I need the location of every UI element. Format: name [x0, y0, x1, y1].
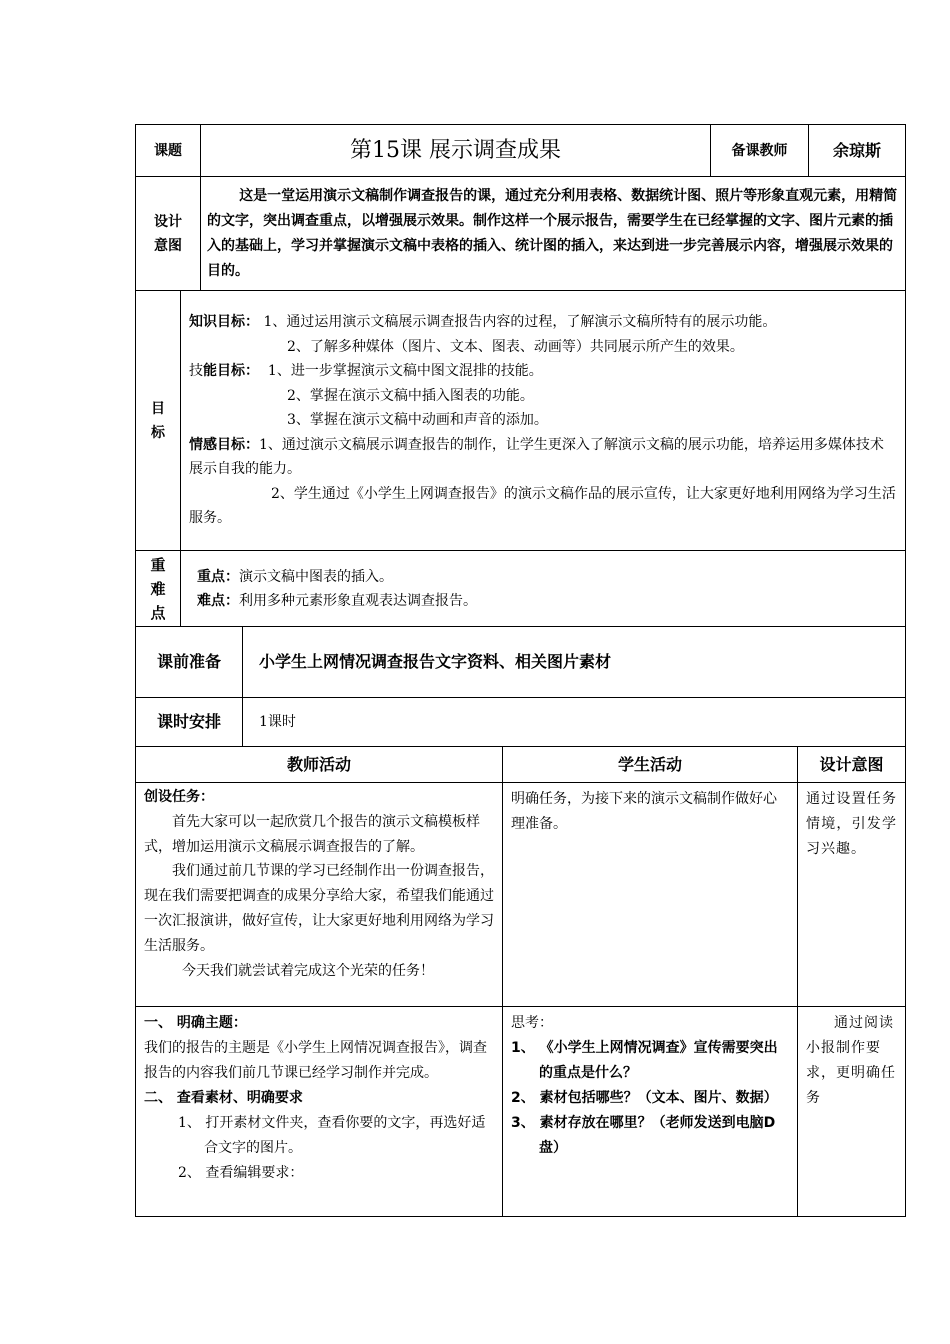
row1-student [503, 783, 798, 1007]
keypoints-content [181, 551, 906, 627]
skill-goal-2: 2、掌握在演示文稿中插入图表的功能。 [287, 387, 534, 404]
row2-teacher-heading2: 二、 查看素材、明确要求 [144, 1090, 303, 1106]
teacher-label: 备课教师 [711, 125, 809, 177]
row1-intent [798, 783, 906, 1007]
difficult-point-label: 难点： [197, 592, 239, 609]
knowledge-goal-label: 知识目标： [189, 314, 259, 331]
prep-label: 课前准备 [136, 627, 243, 698]
keypoints-label-line3: 点 [150, 603, 166, 622]
knowledge-goal-1: 1、通过运用演示文稿展示调查报告内容的过程，了解演示文稿所特有的展示功能。 [263, 314, 777, 331]
row2-teacher [136, 1007, 503, 1217]
goals-content [181, 291, 906, 551]
row1-teacher-p3: 今天我们就尝试着完成这个光荣的任务！ [182, 962, 434, 979]
skill-goal-1: 1、进一步掌握演示文稿中图文混排的技能。 [267, 363, 543, 380]
row2-student [503, 1007, 798, 1217]
row1-intent-text: 通过设置任务情境，引发学习兴趣。 [806, 791, 897, 857]
design-label-line1: 设计 [154, 213, 182, 230]
emotion-goal-label: 情感目标： [189, 436, 259, 453]
emotion-goal-2: 2、学生通过《小学生上网调查报告》的演示文稿作品的展示宣传，让大家更好地利用网络为学习生活服务。 [189, 485, 896, 527]
header-design-intent: 设计意图 [798, 747, 906, 783]
skill-goal-label-a: 技 [189, 363, 203, 380]
row1-teacher-p2: 我们通过前几节课的学习已经制作出一份调查报告，现在我们需要把调查的成果分享给大家，希望我们能通过一次汇报演讲，做好宣传，让大家更好地利用网络为学习生活服务。 [144, 863, 494, 954]
row2-teacher-heading1: 一、 明确主题： [144, 1015, 247, 1031]
design-intent-text-cell [201, 177, 906, 291]
row2-student-q2: 2、 素材包括哪些？（文本、图片、数据） [511, 1090, 778, 1106]
knowledge-goal-2: 2、了解多种媒体（图片、文本、图表、动画等）共同展示所产生的效果。 [287, 338, 744, 355]
activities-table [135, 746, 906, 1217]
keypoints-label [136, 551, 181, 627]
lesson-title: 第15课 展示调查成果 [201, 125, 711, 177]
design-label-line2: 意图 [154, 237, 182, 254]
keypoints-label-line2: 难 [150, 579, 166, 598]
teacher-name: 余琼斯 [809, 125, 906, 177]
schedule-label: 课时安排 [136, 698, 243, 747]
key-point-label: 重点： [197, 568, 239, 585]
row2-teacher-item2: 2、 查看编辑要求： [178, 1165, 304, 1181]
difficult-point-text: 利用多种元素形象直观表达调查报告。 [239, 592, 477, 609]
emotion-goal-1: 1、通过演示文稿展示调查报告的制作，让学生更深入了解演示文稿的展示功能，培养运用多媒体技术展示自我的能力。 [189, 436, 884, 478]
lesson-plan-table [135, 124, 906, 747]
row2-student-q1: 1、 《小学生上网情况调查》宣传需要突出的重点是什么？ [511, 1040, 778, 1081]
goals-label [136, 291, 181, 551]
topic-label: 课题 [136, 125, 201, 177]
row2-teacher-item1: 1、 打开素材文件夹，查看你要的文字，再选好适合文字的图片。 [178, 1115, 486, 1156]
prep-text: 小学生上网情况调查报告文字资料、相关图片素材 [243, 627, 906, 698]
key-point-text: 演示文稿中图表的插入。 [239, 568, 393, 585]
design-intent-text: 这是一堂运用演示文稿制作调查报告的课，通过充分利用表格、数据统计图、照片等形象直观元素，用精简的文字，突出调查重点，以增强展示效果。制作这样一个展示报告，需要学生在已经掌握的文字、图片元素的插入的基础上，学习并掌握演示文稿中表格的插入、统计图的插入，来达到进一步完善展示内容，增强展示效果的目的。 [207, 187, 898, 279]
row2-teacher-p1: 我们的报告的主题是《小学生上网情况调查报告》，调查报告的内容我们前几节课已经学习制作并完成。 [144, 1040, 487, 1081]
row2-student-title: 思考： [511, 1015, 553, 1031]
keypoints-label-line1: 重 [150, 555, 166, 574]
goals-label-line1: 目 [151, 400, 165, 417]
row1-student-text: 明确任务，为接下来的演示文稿制作做好心理准备。 [511, 791, 777, 832]
row2-student-q3: 3、 素材存放在哪里？（老师发送到电脑D盘） [511, 1115, 776, 1156]
row1-teacher-title: 创设任务： [144, 789, 214, 805]
row1-teacher-p1: 首先大家可以一起欣赏几个报告的演示文稿模板样式，增加运用演示文稿展示调查报告的了解。 [144, 813, 480, 855]
header-teacher-activity: 教师活动 [136, 747, 503, 783]
skill-goal-label-b: 能目标： [203, 363, 259, 380]
header-student-activity: 学生活动 [503, 747, 798, 783]
goals-label-line2: 标 [151, 424, 165, 441]
row2-intent [798, 1007, 906, 1217]
row1-teacher [136, 783, 503, 1007]
skill-goal-3: 3、掌握在演示文稿中动画和声音的添加。 [287, 412, 548, 429]
row2-intent-text: 通过阅读小报制作要求，更明确任务 [806, 1015, 896, 1106]
design-intent-label [136, 177, 201, 291]
schedule-text: 1课时 [243, 698, 906, 747]
